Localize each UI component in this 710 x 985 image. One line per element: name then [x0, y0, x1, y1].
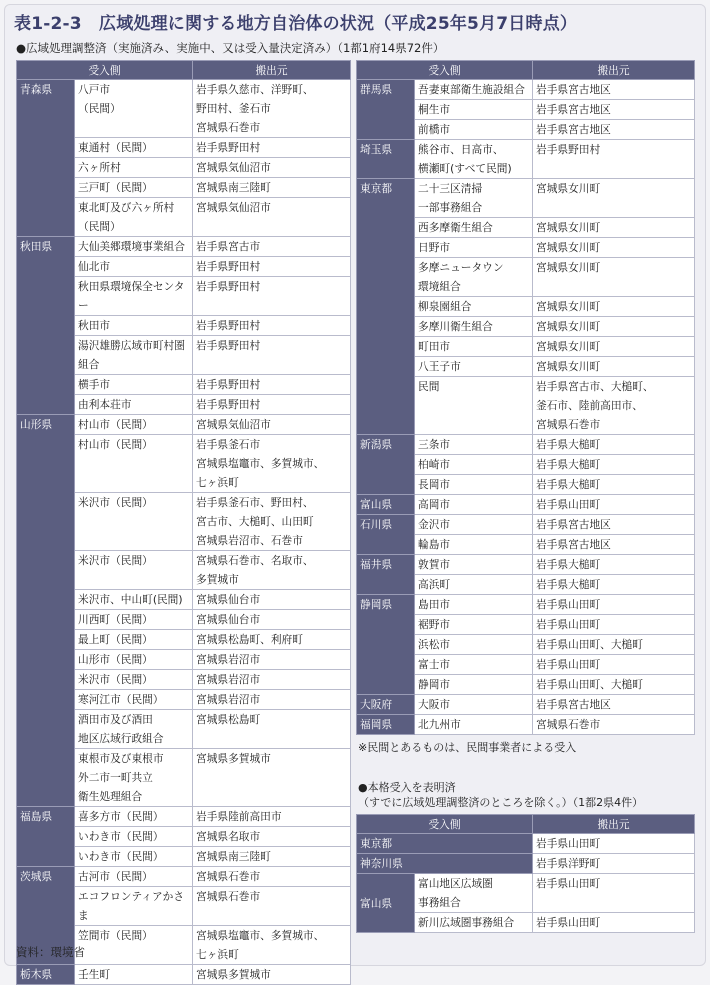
table-row	[357, 80, 695, 100]
table-row	[357, 715, 695, 735]
receiving-entity-cell: 熊谷市、日高市、 横瀬町(すべて民間)	[415, 140, 533, 179]
source-entity-cell: 岩手県久慈市、洋野町、 野田村、釜石市 宮城県石巻市	[193, 80, 351, 138]
receiving-entity-cell: 島田市	[415, 595, 533, 615]
table-row	[357, 179, 695, 218]
left-header-send: 搬出元	[193, 61, 351, 80]
section2-subtitle: （すでに広域処理調整済のところを除く。）（1都2県4件）	[358, 796, 644, 809]
receiving-entity-cell: 吾妻東部衛生施設組合	[415, 80, 533, 100]
receiving-entity-cell: 笠間市（民間）	[75, 926, 193, 965]
receiving-entity-cell: 高岡市	[415, 495, 533, 515]
source-entity-cell: 岩手県野田村	[193, 316, 351, 336]
right-header-send: 搬出元	[533, 61, 695, 80]
receiving-entity-cell: 東通村（民間）	[75, 138, 193, 158]
receiving-entity-cell: いわき市（民間）	[75, 847, 193, 867]
receiving-entity-cell: 浜松市	[415, 635, 533, 655]
receiving-entity-cell: 由利本荘市	[75, 395, 193, 415]
receiving-entity-cell: 秋田県環境保全センター	[75, 277, 193, 316]
receiving-entity-cell: 六ヶ所村	[75, 158, 193, 178]
page-title: 表1-2-3 広域処理に関する地方自治体の状況（平成25年5月7日時点）	[14, 14, 578, 34]
source-entity-cell: 宮城県石巻市	[533, 715, 695, 735]
source-entity-cell: 岩手県大槌町	[533, 575, 695, 595]
source-entity-cell: 岩手県宮古市	[193, 237, 351, 257]
receiving-entity-cell: 三条市	[415, 435, 533, 455]
receiving-entity-cell: 多摩川衛生組合	[415, 317, 533, 337]
source-entity-cell: 岩手県陸前高田市	[193, 807, 351, 827]
prefecture-cell: 新潟県	[357, 435, 415, 495]
prefecture-cell: 栃木県	[17, 965, 75, 985]
receiving-entity-cell: 二十三区清掃 一部事務組合	[415, 179, 533, 218]
source-entity-cell: 宮城県女川町	[533, 258, 695, 297]
right-header-row	[357, 61, 695, 80]
source-entity-cell: 宮城県女川町	[533, 317, 695, 337]
receiving-entity-cell: 柏崎市	[415, 455, 533, 475]
receiving-entity-cell: 寒河江市（民間）	[75, 690, 193, 710]
prefecture-cell: 福井県	[357, 555, 415, 595]
receiving-entity-cell: 仙北市	[75, 257, 193, 277]
receiving-entity-cell: 柳泉園組合	[415, 297, 533, 317]
source-entity-cell: 宮城県女川町	[533, 297, 695, 317]
receiving-entity-cell: 米沢市、中山町(民間)	[75, 590, 193, 610]
receiving-entity-cell: 秋田市	[75, 316, 193, 336]
source-entity-cell: 宮城県松島町	[193, 710, 351, 749]
source-entity-cell: 宮城県塩竈市、多賀城市、 七ヶ浜町	[193, 926, 351, 965]
source-entity-cell: 岩手県洋野町	[533, 854, 695, 874]
receiving-entity-cell: 八王子市	[415, 357, 533, 377]
right-table	[356, 60, 695, 735]
table-row	[357, 695, 695, 715]
source-entity-cell: 宮城県岩沼市	[193, 690, 351, 710]
left-header-row	[17, 61, 351, 80]
receiving-entity-cell: 米沢市（民間）	[75, 670, 193, 690]
left-table	[16, 60, 351, 985]
receiving-entity-cell: 横手市	[75, 375, 193, 395]
source-entity-cell: 岩手県宮古地区	[533, 80, 695, 100]
source-entity-cell: 岩手県山田町	[533, 913, 695, 933]
source-note: 資料：環境省	[16, 945, 85, 959]
prefecture-cell: 山形県	[17, 415, 75, 807]
source-entity-cell: 宮城県多賀城市	[193, 749, 351, 807]
section2-header-row	[357, 815, 695, 834]
receiving-entity-cell: 東根市及び東根市 外二市一町共立 衛生処理組合	[75, 749, 193, 807]
source-entity-cell: 宮城県石巻市、名取市、 多賀城市	[193, 551, 351, 590]
table-row	[17, 867, 351, 887]
receiving-entity-cell: 三戸町（民間）	[75, 178, 193, 198]
source-entity-cell: 岩手県宮古地区	[533, 100, 695, 120]
source-entity-cell: 岩手県野田村	[193, 277, 351, 316]
table-row	[357, 435, 695, 455]
table-row	[17, 415, 351, 435]
receiving-entity-cell: 壬生町	[75, 965, 193, 985]
source-entity-cell: 岩手県山田町、大槌町	[533, 635, 695, 655]
source-entity-cell: 岩手県大槌町	[533, 475, 695, 495]
source-entity-cell: 宮城県女川町	[533, 337, 695, 357]
receiving-entity-cell: 前橋市	[415, 120, 533, 140]
section2-header-receive: 受入側	[357, 815, 533, 834]
prefecture-cell: 茨城県	[17, 867, 75, 965]
source-entity-cell: 岩手県野田村	[193, 336, 351, 375]
prefecture-cell: 群馬県	[357, 80, 415, 140]
receiving-entity-cell: 大仙美郷環境事業組合	[75, 237, 193, 257]
prefecture-cell: 福岡県	[357, 715, 415, 735]
table-row	[17, 80, 351, 138]
receiving-entity-cell: 民間	[415, 377, 533, 435]
source-entity-cell: 岩手県大槌町	[533, 555, 695, 575]
note-text: ※民間とあるものは、民間事業者による受入	[358, 741, 577, 754]
receiving-entity-cell: 米沢市（民間）	[75, 551, 193, 590]
prefecture-cell: 石川県	[357, 515, 415, 555]
receiving-entity-cell: 長岡市	[415, 475, 533, 495]
table-row	[357, 834, 695, 854]
receiving-entity-cell: 米沢市（民間）	[75, 493, 193, 551]
receiving-entity-cell: 静岡市	[415, 675, 533, 695]
prefecture-cell: 東京都	[357, 834, 533, 854]
prefecture-cell: 東京都	[357, 179, 415, 435]
prefecture-cell: 富山県	[357, 874, 415, 933]
source-entity-cell: 岩手県山田町	[533, 834, 695, 854]
table-row	[357, 140, 695, 179]
source-entity-cell: 宮城県仙台市	[193, 590, 351, 610]
source-entity-cell: 岩手県釜石市、野田村、 宮古市、大槌町、山田町 宮城県岩沼市、石巻市	[193, 493, 351, 551]
source-entity-cell: 宮城県女川町	[533, 179, 695, 218]
source-entity-cell: 岩手県野田村	[193, 395, 351, 415]
source-entity-cell: 宮城県石巻市	[193, 887, 351, 926]
source-entity-cell: 宮城県女川町	[533, 357, 695, 377]
table-row	[357, 555, 695, 575]
source-entity-cell: 岩手県宮古地区	[533, 695, 695, 715]
prefecture-cell: 福島県	[17, 807, 75, 867]
table-row	[357, 874, 695, 913]
table-row	[357, 495, 695, 515]
source-entity-cell: 岩手県山田町	[533, 495, 695, 515]
source-entity-cell: 宮城県岩沼市	[193, 650, 351, 670]
source-entity-cell: 岩手県野田村	[193, 375, 351, 395]
source-entity-cell: 岩手県山田町	[533, 595, 695, 615]
source-entity-cell: 宮城県南三陸町	[193, 178, 351, 198]
receiving-entity-cell: 日野市	[415, 238, 533, 258]
receiving-entity-cell: 輪島市	[415, 535, 533, 555]
receiving-entity-cell: 町田市	[415, 337, 533, 357]
receiving-entity-cell: 敦賀市	[415, 555, 533, 575]
receiving-entity-cell: 西多摩衛生組合	[415, 218, 533, 238]
section1-heading: ●広域処理調整済（実施済み、実施中、又は受入量決定済み）（1都1府14県72件）	[16, 41, 445, 55]
receiving-entity-cell: 高浜町	[415, 575, 533, 595]
prefecture-cell: 大阪府	[357, 695, 415, 715]
receiving-entity-cell: いわき市（民間）	[75, 827, 193, 847]
left-header-receive: 受入側	[17, 61, 193, 80]
source-entity-cell: 岩手県釜石市 宮城県塩竈市、多賀城市、 七ヶ浜町	[193, 435, 351, 493]
source-entity-cell: 宮城県名取市	[193, 827, 351, 847]
receiving-entity-cell: 金沢市	[415, 515, 533, 535]
receiving-entity-cell: 村山市（民間）	[75, 435, 193, 493]
source-entity-cell: 宮城県岩沼市	[193, 670, 351, 690]
receiving-entity-cell: 村山市（民間）	[75, 415, 193, 435]
receiving-entity-cell: 酒田市及び酒田 地区広域行政組合	[75, 710, 193, 749]
source-entity-cell: 岩手県宮古地区	[533, 120, 695, 140]
section2-heading-block	[358, 780, 643, 810]
section2-title: ●本格受入を表明済	[358, 781, 456, 794]
source-entity-cell: 宮城県気仙沼市	[193, 158, 351, 178]
section2-table	[356, 814, 695, 933]
source-entity-cell: 岩手県野田村	[193, 257, 351, 277]
source-entity-cell: 岩手県山田町	[533, 615, 695, 635]
receiving-entity-cell: 多摩ニュータウン 環境組合	[415, 258, 533, 297]
source-entity-cell: 宮城県石巻市	[193, 867, 351, 887]
table-row	[357, 854, 695, 874]
source-entity-cell: 宮城県南三陸町	[193, 847, 351, 867]
receiving-entity-cell: 古河市（民間）	[75, 867, 193, 887]
source-entity-cell: 岩手県山田町	[533, 874, 695, 913]
table-row	[17, 807, 351, 827]
source-entity-cell: 宮城県松島町、利府町	[193, 630, 351, 650]
receiving-entity-cell: 喜多方市（民間）	[75, 807, 193, 827]
receiving-entity-cell: 大阪市	[415, 695, 533, 715]
source-entity-cell: 宮城県女川町	[533, 218, 695, 238]
receiving-entity-cell: 八戸市 （民間）	[75, 80, 193, 138]
source-entity-cell: 岩手県宮古地区	[533, 515, 695, 535]
right-header-receive: 受入側	[357, 61, 533, 80]
receiving-entity-cell: 桐生市	[415, 100, 533, 120]
source-entity-cell: 岩手県大槌町	[533, 455, 695, 475]
receiving-entity-cell: 北九州市	[415, 715, 533, 735]
source-entity-cell: 岩手県宮古地区	[533, 535, 695, 555]
source-entity-cell: 宮城県女川町	[533, 238, 695, 258]
table-row	[17, 237, 351, 257]
source-entity-cell: 宮城県気仙沼市	[193, 198, 351, 237]
receiving-entity-cell: 富士市	[415, 655, 533, 675]
source-entity-cell: 岩手県野田村	[533, 140, 695, 179]
prefecture-cell: 埼玉県	[357, 140, 415, 179]
source-entity-cell: 岩手県山田町、大槌町	[533, 675, 695, 695]
source-entity-cell: 岩手県大槌町	[533, 435, 695, 455]
source-entity-cell: 岩手県宮古市、大槌町、 釜石市、陸前高田市、 宮城県石巻市	[533, 377, 695, 435]
receiving-entity-cell: 新川広域圏事務組合	[415, 913, 533, 933]
table-row	[357, 515, 695, 535]
receiving-entity-cell: 湯沢雄勝広域市町村圏組合	[75, 336, 193, 375]
table-row	[17, 965, 351, 985]
source-entity-cell: 岩手県山田町	[533, 655, 695, 675]
source-entity-cell: 宮城県気仙沼市	[193, 415, 351, 435]
prefecture-cell: 青森県	[17, 80, 75, 237]
prefecture-cell: 神奈川県	[357, 854, 533, 874]
receiving-entity-cell: 最上町（民間）	[75, 630, 193, 650]
section2-header-send: 搬出元	[533, 815, 695, 834]
prefecture-cell: 富山県	[357, 495, 415, 515]
table-row	[357, 595, 695, 615]
source-entity-cell: 宮城県仙台市	[193, 610, 351, 630]
prefecture-cell: 秋田県	[17, 237, 75, 415]
receiving-entity-cell: 川西町（民間）	[75, 610, 193, 630]
receiving-entity-cell: 裾野市	[415, 615, 533, 635]
receiving-entity-cell: 山形市（民間）	[75, 650, 193, 670]
prefecture-cell: 静岡県	[357, 595, 415, 695]
receiving-entity-cell: 東北町及び六ヶ所村 （民間）	[75, 198, 193, 237]
receiving-entity-cell: エコフロンティアかさま	[75, 887, 193, 926]
receiving-entity-cell: 富山地区広域圏 事務組合	[415, 874, 533, 913]
source-entity-cell: 岩手県野田村	[193, 138, 351, 158]
source-entity-cell: 宮城県多賀城市	[193, 965, 351, 985]
